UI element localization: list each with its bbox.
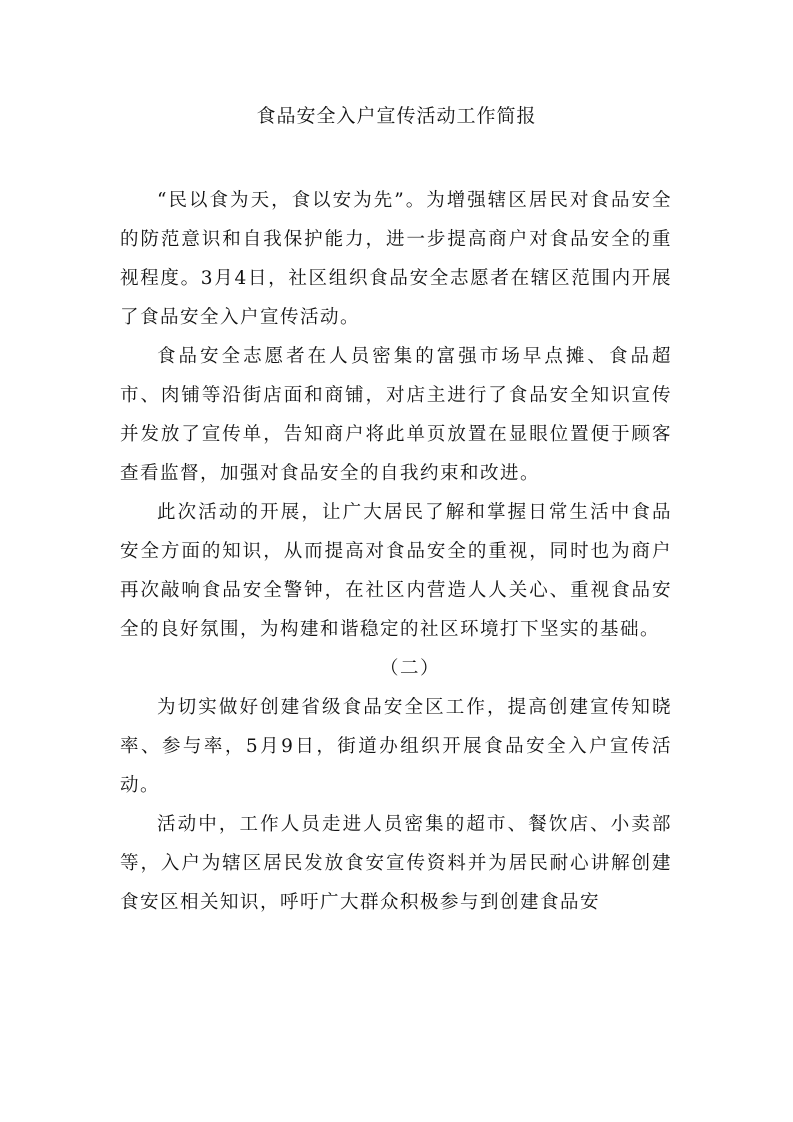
- section-heading: （二）: [379, 658, 440, 679]
- paragraph-intro: “民以食为天，食以安为先”。为增强辖区居民对食品安全的防范意识和自我保护能力，进一步提高商户对食品安全的重视程度。3月4日，社区组织食品安全志愿者在辖区范围内开展了食品安全入户宣传活动。: [120, 190, 672, 328]
- document-title: 食品安全入户宣传活动工作简报: [256, 105, 537, 127]
- paragraph-effect: 此次活动的开展，让广大居民了解和掌握日常生活中食品安全方面的知识，从而提高对食品安全的重视，同时也为商户再次敲响食品安全警钟，在社区内营造人人关心、重视食品安全的良好氛围，为构建和谐稳定的社区环境打下坚实的基础。: [120, 502, 672, 640]
- document-body: [120, 181, 672, 922]
- paragraph-volunteers: 食品安全志愿者在人员密集的富强市场早点摊、食品超市、肉铺等沿街店面和商铺，对店主进行了食品安全知识宣传并发放了宣传单，告知商户将此单页放置在显眼位置便于顾客查看监督，加强对食品安全的自我约束和改进。: [120, 346, 672, 484]
- paragraph-section2-intro: 为切实做好创建省级食品安全区工作，提高创建宣传知晓率、参与率，5月9日，街道办组织开展食品安全入户宣传活动。: [120, 697, 672, 796]
- paragraph-section2-activity: 活动中，工作人员走进人员密集的超市、餐饮店、小卖部等，入户为辖区居民发放食安宣传资料并为居民耐心讲解创建食安区相关知识，呼吁广大群众积极参与到创建食品安: [120, 814, 672, 913]
